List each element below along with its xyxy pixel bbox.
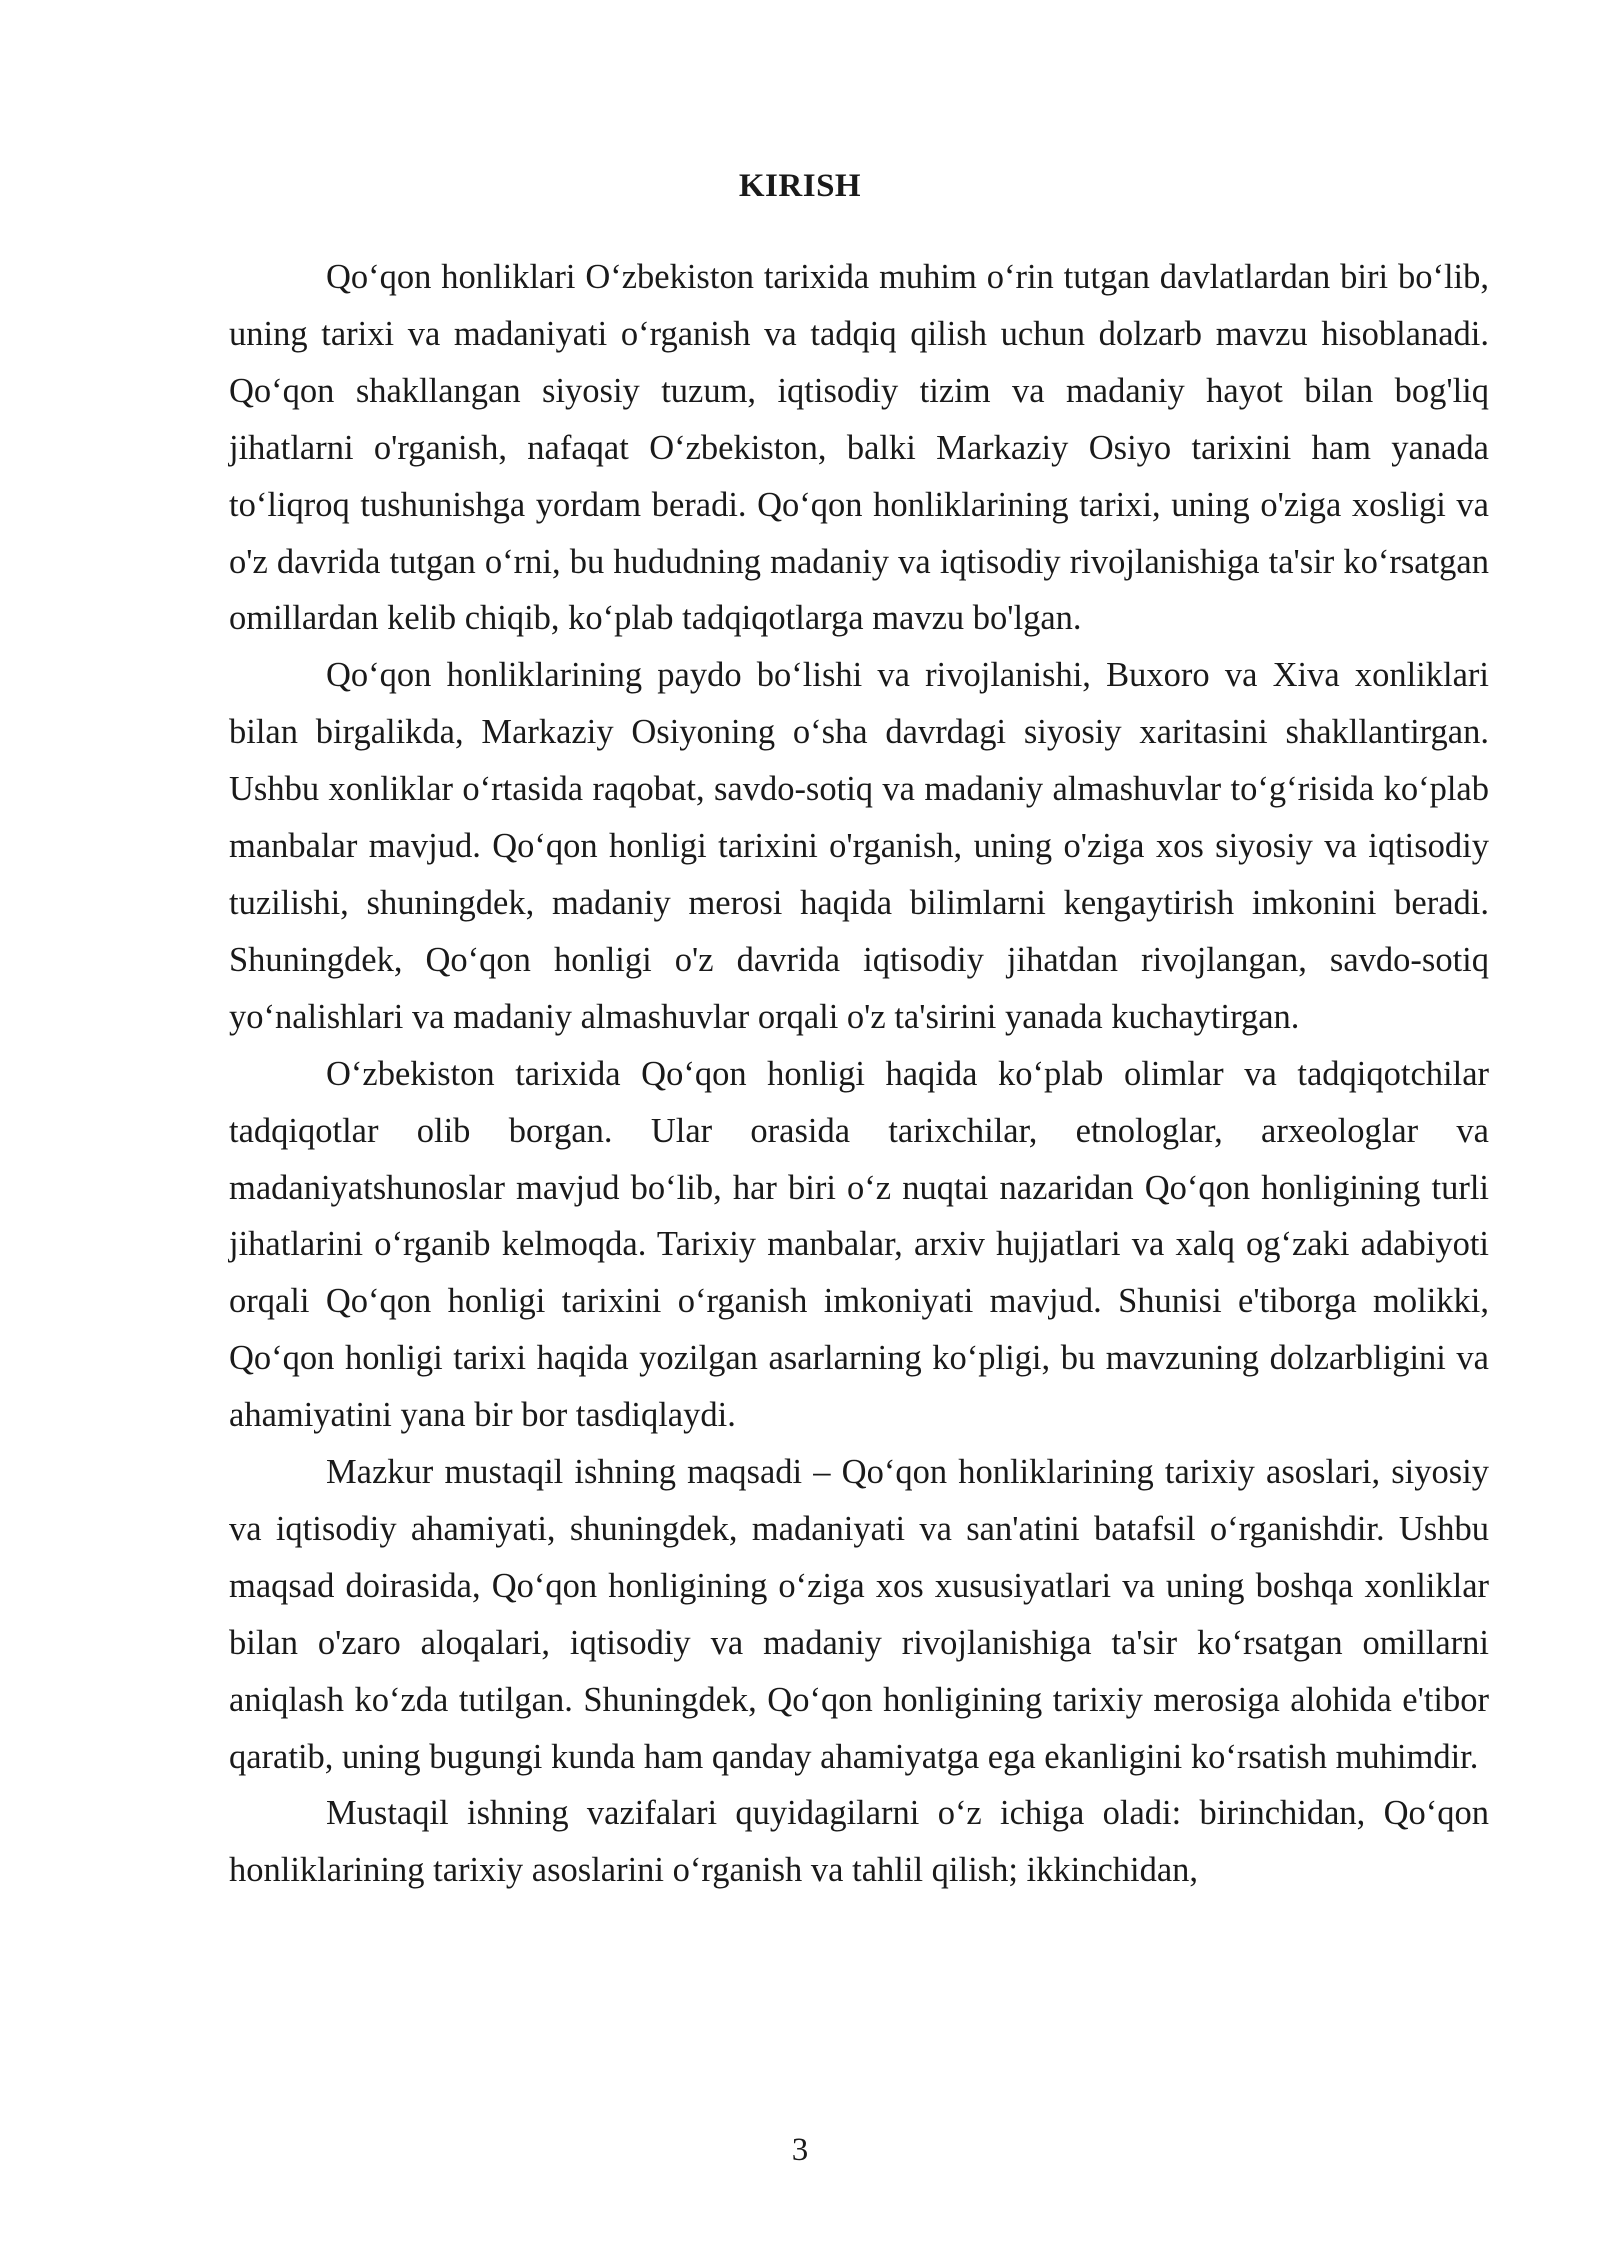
paragraph-1: Qo‘qon honliklari O‘zbekiston tarixida muhim o‘rin tutgan davlatlardan biri bo‘lib, uning tarixi va madaniyati o‘rganish va tadqiq qilish uchun dolzarb mavzu hisoblanadi. Qo‘qon shakllangan siyosiy tuzum, iqtisodiy tizim va madaniy hayot bilan bog'liq jihatlarni o'rganish, nafaqat O‘zbekiston, balki Markaziy Osiyo tarixini ham yanada to‘liqroq tushunishga yordam beradi. Qo‘qon honliklarining tarixi, uning o'ziga xosligi va o'z davrida tutgan o‘rni, bu hududning madaniy va iqtisodiy rivojlanishiga ta'sir ko‘rsatgan omillardan kelib chiqib, ko‘plab tadqiqotlarga mavzu bo'lgan. (229, 258, 1489, 638)
document-body (229, 249, 1489, 1899)
paragraph-4: Mazkur mustaqil ishning maqsadi – Qo‘qon honliklarining tarixiy asoslari, siyosiy va iqtisodiy ahamiyati, shuningdek, madaniyati va san'atini batafsil o‘rganishdir. Ushbu maqsad doirasida, Qo‘qon honligining o‘ziga xos xususiyatlari va uning boshqa xonliklar bilan o'zaro aloqalari, iqtisodiy va madaniy rivojlanishiga ta'sir ko‘rsatgan omillarni aniqlash ko‘zda tutilgan. Shuningdek, Qo‘qon honligining tarixiy merosiga alohida e'tibor qaratib, uning bugungi kunda ham qanday ahamiyatga ega ekanligini ko‘rsatish muhimdir. (229, 1453, 1489, 1776)
page-number: 3 (791, 2132, 809, 2168)
paragraph-3: O‘zbekiston tarixida Qo‘qon honligi haqida ko‘plab olimlar va tadqiqotchilar tadqiqotlar olib borgan. Ular orasida tarixchilar, etnologlar, arxeologlar va madaniyatshunoslar mavjud bo‘lib, har biri o‘z nuqtai nazaridan Qo‘qon honligining turli jihatlarini o‘rganib kelmoqda. Tarixiy manbalar, arxiv hujjatlari va xalq og‘zaki adabiyoti orqali Qo‘qon honligi tarixini o‘rganish imkoniyati mavjud. Shunisi e'tiborga molikki, Qo‘qon honligi tarixi haqida yozilgan asarlarning ko‘pligi, bu mavzuning dolzarbligini va ahamiyatini yana bir bor tasdiqlaydi. (229, 1054, 1489, 1435)
paragraph-2: Qo‘qon honliklarining paydo bo‘lishi va rivojlanishi, Buxoro va Xiva xonliklari bilan birgalikda, Markaziy Osiyoning o‘sha davrdagi siyosiy xaritasini shakllantirgan. Ushbu xonliklar o‘rtasida raqobat, savdo-sotiq va madaniy almashuvlar to‘g‘risida ko‘plab manbalar mavjud. Qo‘qon honligi tarixini o'rganish, uning o'ziga xos siyosiy va iqtisodiy tuzilishi, shuningdek, madaniy merosi haqida bilimlarni kengaytirish imkonini beradi. Shuningdek, Qo‘qon honligi o'z davrida iqtisodiy jihatdan rivojlangan, savdo-sotiq yo‘nalishlari va madaniy almashuvlar orqali o'z ta'sirini yanada kuchaytirgan. (229, 656, 1489, 1036)
paragraph-5: Mustaqil ishning vazifalari quyidagilarni o‘z ichiga oladi: birinchidan, Qo‘qon honliklarining tarixiy asoslarini o‘rganish va tahlil qilish; ikkinchidan, (229, 1794, 1489, 1890)
page-title: KIRISH (738, 168, 862, 204)
